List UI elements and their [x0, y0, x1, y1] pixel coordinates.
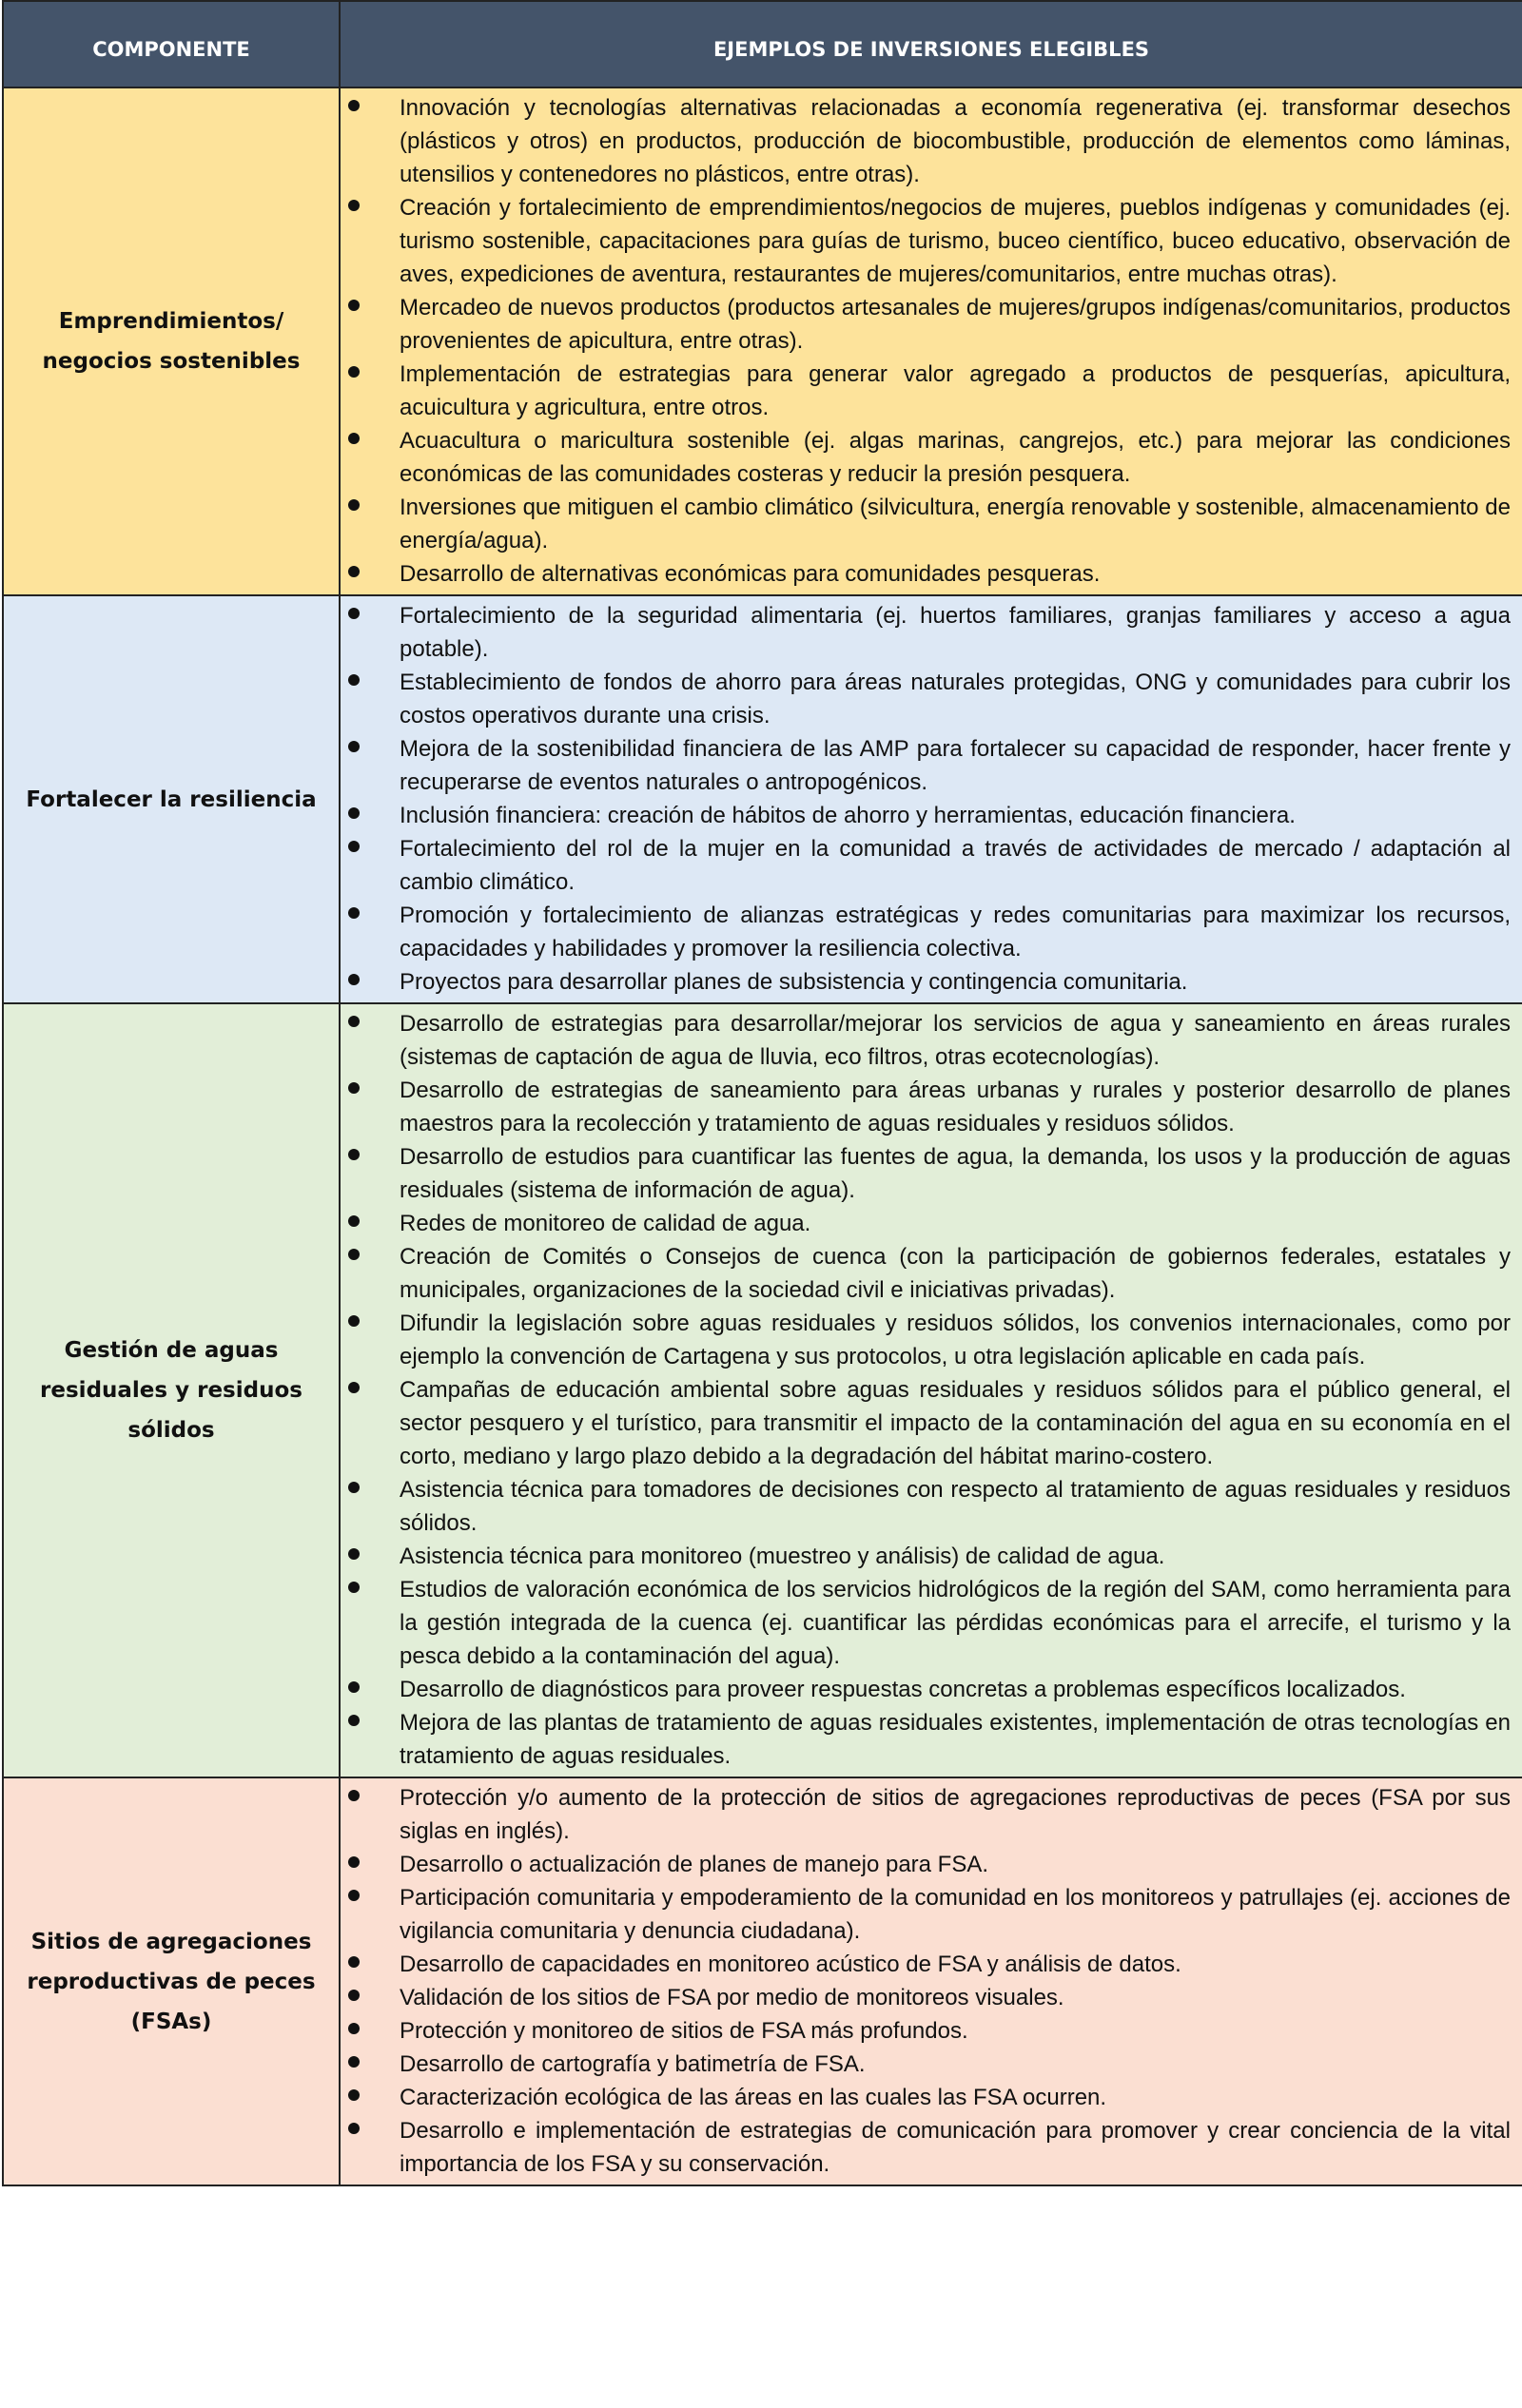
list-item-text: Promoción y fortalecimiento de alianzas estratégicas y redes comunitarias para maximizar los recursos, capacidades y habilidades y promover la resiliencia colectiva. — [400, 903, 1511, 961]
list-item-text: Mejora de la sostenibilidad financiera de las AMP para fortalecer su capacidad de responder, hacer frente y recuperarse de eventos naturales o antropogénicos. — [400, 736, 1511, 795]
list-item — [341, 1706, 1511, 1773]
bullet-icon — [348, 974, 360, 985]
examples-list — [341, 91, 1511, 591]
bullet-icon — [348, 674, 360, 686]
list-item-text: Redes de monitoreo de calidad de agua. — [400, 1211, 811, 1236]
component-label-line: negocios sostenibles — [42, 349, 301, 374]
list-item — [341, 666, 1511, 732]
examples-cell — [340, 595, 1522, 1003]
list-item-text: Proyectos para desarrollar planes de subsistencia y contingencia comunitaria. — [400, 969, 1188, 995]
bullet-icon — [348, 366, 360, 378]
component-cell — [3, 595, 340, 1003]
header-componente: COMPONENTE — [3, 1, 340, 87]
bullet-icon — [348, 433, 360, 444]
list-item-text: Validación de los sitios de FSA por medio de monitoreos visuales. — [400, 1985, 1064, 2010]
bullet-icon — [348, 1681, 360, 1693]
list-item-text: Mercadeo de nuevos productos (productos artesanales de mujeres/grupos indígenas/comunitarios, productos provenientes de apicultura, entre otras). — [400, 295, 1511, 354]
list-item-text: Creación de Comités o Consejos de cuenca (con la participación de gobiernos federales, estatales y municipales, organizaciones de la sociedad civil e iniciativas privadas). — [400, 1244, 1511, 1303]
list-item — [341, 1781, 1511, 1848]
list-item — [341, 1207, 1511, 1240]
list-item-text: Inclusión financiera: creación de hábitos de ahorro y herramientas, educación financiera. — [400, 803, 1296, 828]
list-item-text: Creación y fortalecimiento de emprendimientos/negocios de mujeres, pueblos indígenas y comunidades (ej. turismo sostenible, capacitaciones para guías de turismo, buceo científico, buceo educativo, observación de aves, expediciones de aventura, restaurantes de mujeres/comunitarios, entre muchas otras). — [400, 195, 1511, 287]
list-item — [341, 91, 1511, 191]
bullet-icon — [348, 1215, 360, 1227]
bullet-icon — [348, 499, 360, 511]
list-item-text: Desarrollo de diagnósticos para proveer respuestas concretas a problemas específicos localizados. — [400, 1677, 1406, 1702]
component-label-line: Emprendimientos/ — [58, 309, 284, 334]
list-item — [341, 2114, 1511, 2181]
list-item — [341, 1540, 1511, 1573]
list-item — [341, 899, 1511, 965]
component-label-line: Fortalecer la resiliencia — [26, 786, 317, 812]
examples-list — [341, 1781, 1511, 2181]
list-item — [341, 291, 1511, 358]
list-item — [341, 358, 1511, 424]
bullet-icon — [348, 608, 360, 619]
bullet-icon — [348, 741, 360, 752]
bullet-icon — [348, 1548, 360, 1560]
list-item-text: Desarrollo o actualización de planes de manejo para FSA. — [400, 1852, 989, 1877]
bullet-icon — [348, 1790, 360, 1801]
table-header — [3, 1, 1522, 87]
list-item-text: Desarrollo de alternativas económicas para comunidades pesqueras. — [400, 561, 1101, 587]
list-item-text: Desarrollo de estrategias para desarrollar/mejorar los servicios de agua y saneamiento en áreas rurales (sistemas de captación de agua de lluvia, eco filtros, otras ecotecnologías). — [400, 1011, 1511, 1070]
header-row — [3, 1, 1522, 87]
component-label-line: sólidos — [127, 1418, 215, 1443]
bullet-icon — [348, 200, 360, 211]
list-item-text: Estudios de valoración económica de los servicios hidrológicos de la región del SAM, como herramienta para la gestión integrada de la cuenca (ej. cuantificar las pérdidas económicas para el arrecife, el turismo y la pesca debido a la contaminación del agua). — [400, 1577, 1511, 1669]
bullet-icon — [348, 1082, 360, 1094]
list-item — [341, 1373, 1511, 1473]
list-item-text: Establecimiento de fondos de ahorro para áreas naturales protegidas, ONG y comunidades para cubrir los costos operativos durante una crisis. — [400, 670, 1511, 728]
row-emprendimientos — [3, 87, 1522, 595]
bullet-icon — [348, 2123, 360, 2134]
list-item — [341, 965, 1511, 999]
bullet-icon — [348, 1856, 360, 1868]
bullet-icon — [348, 2056, 360, 2068]
bullet-icon — [348, 1016, 360, 1027]
list-item — [341, 1981, 1511, 2014]
list-item-text: Protección y monitoreo de sitios de FSA más profundos. — [400, 2018, 968, 2044]
list-item — [341, 557, 1511, 591]
component-label-line: Gestión de aguas — [64, 1338, 279, 1363]
header-ejemplos: EJEMPLOS DE INVERSIONES ELEGIBLES — [340, 1, 1522, 87]
list-item-text: Implementación de estrategias para generar valor agregado a productos de pesquerías, apicultura, acuicultura y agricultura, entre otros. — [400, 361, 1511, 420]
bullet-icon — [348, 300, 360, 311]
list-item-text: Desarrollo de capacidades en monitoreo acústico de FSA y análisis de datos. — [400, 1952, 1181, 1977]
list-item-text: Participación comunitaria y empoderamiento de la comunidad en los monitoreos y patrullajes (ej. acciones de vigilancia comunitaria y denuncia ciudadana). — [400, 1885, 1511, 1944]
list-item-text: Asistencia técnica para tomadores de decisiones con respecto al tratamiento de aguas residuales y residuos sólidos. — [400, 1477, 1511, 1536]
list-item — [341, 1307, 1511, 1373]
list-item — [341, 599, 1511, 666]
component-cell — [3, 87, 340, 595]
table-body — [3, 87, 1522, 2185]
list-item-text: Innovación y tecnologías alternativas relacionadas a economía regenerativa (ej. transformar desechos (plásticos y otros) en productos, producción de biocombustible, producción de elementos como láminas, utensilios y contenedores no plásticos, entre otras). — [400, 95, 1511, 187]
bullet-icon — [348, 1890, 360, 1901]
row-aguas-residuales — [3, 1003, 1522, 1777]
list-item — [341, 1673, 1511, 1706]
examples-cell — [340, 1003, 1522, 1777]
bullet-icon — [348, 1249, 360, 1260]
list-item-text: Desarrollo de estrategias de saneamiento para áreas urbanas y rurales y posterior desarrollo de planes maestros para la recolección y tratamiento de aguas residuales y residuos sólidos. — [400, 1078, 1511, 1136]
list-item-text: Protección y/o aumento de la protección de sitios de agregaciones reproductivas de peces (FSA por sus siglas en inglés). — [400, 1785, 1511, 1844]
list-item — [341, 1007, 1511, 1074]
list-item — [341, 832, 1511, 899]
list-item — [341, 2081, 1511, 2114]
bullet-icon — [348, 1315, 360, 1327]
list-item — [341, 1140, 1511, 1207]
component-cell — [3, 1777, 340, 2185]
list-item-text: Inversiones que mitiguen el cambio climático (silvicultura, energía renovable y sostenible, almacenamiento de energía/agua). — [400, 495, 1511, 553]
bullet-icon — [348, 1582, 360, 1593]
list-item-text: Mejora de las plantas de tratamiento de aguas residuales existentes, implementación de otras tecnologías en tratamiento de aguas residuales. — [400, 1710, 1511, 1769]
list-item-text: Desarrollo de cartografía y batimetría de FSA. — [400, 2051, 866, 2077]
list-item-text: Difundir la legislación sobre aguas residuales y residuos sólidos, los convenios internacionales, como por ejemplo la convención de Cartagena y sus protocolos, u otra legislación aplicable en cada país. — [400, 1311, 1511, 1369]
list-item — [341, 2014, 1511, 2048]
list-item — [341, 191, 1511, 291]
bullet-icon — [348, 841, 360, 852]
list-item — [341, 1240, 1511, 1307]
bullet-icon — [348, 1715, 360, 1726]
list-item — [341, 1948, 1511, 1981]
bullet-icon — [348, 566, 360, 577]
bullet-icon — [348, 100, 360, 111]
component-label-line: reproductivas de peces — [27, 1969, 316, 1994]
bullet-icon — [348, 2023, 360, 2034]
component-label-line: Sitios de agregaciones — [30, 1929, 312, 1954]
bullet-icon — [348, 907, 360, 919]
list-item — [341, 491, 1511, 557]
examples-cell — [340, 87, 1522, 595]
examples-cell — [340, 1777, 1522, 2185]
list-item — [341, 1848, 1511, 1881]
list-item — [341, 1881, 1511, 1948]
list-item — [341, 1074, 1511, 1140]
bullet-icon — [348, 1149, 360, 1160]
examples-list — [341, 1007, 1511, 1773]
list-item-text: Fortalecimiento de la seguridad alimentaria (ej. huertos familiares, granjas familiares y acceso a agua potable). — [400, 603, 1511, 662]
list-item-text: Fortalecimiento del rol de la mujer en la comunidad a través de actividades de mercado / adaptación al cambio climático. — [400, 836, 1511, 895]
list-item-text: Acuacultura o maricultura sostenible (ej. algas marinas, cangrejos, etc.) para mejorar las condiciones económicas de las comunidades costeras y reducir la presión pesquera. — [400, 428, 1511, 487]
bullet-icon — [348, 1482, 360, 1493]
list-item-text: Asistencia técnica para monitoreo (muestreo y análisis) de calidad de agua. — [400, 1544, 1165, 1569]
component-cell — [3, 1003, 340, 1777]
list-item — [341, 799, 1511, 832]
bullet-icon — [348, 1956, 360, 1968]
bullet-icon — [348, 1382, 360, 1393]
list-item — [341, 732, 1511, 799]
row-resiliencia — [3, 595, 1522, 1003]
bullet-icon — [348, 807, 360, 819]
list-item — [341, 1473, 1511, 1540]
list-item — [341, 2048, 1511, 2081]
investments-table — [2, 0, 1522, 2186]
list-item-text: Desarrollo e implementación de estrategias de comunicación para promover y crear conciencia de la vital importancia de los FSA y su conservación. — [400, 2118, 1511, 2177]
examples-list — [341, 599, 1511, 999]
bullet-icon — [348, 1990, 360, 2001]
component-label-line: residuales y residuos — [40, 1378, 302, 1403]
list-item-text: Desarrollo de estudios para cuantificar las fuentes de agua, la demanda, los usos y la producción de aguas residuales (sistema de información de agua). — [400, 1144, 1511, 1203]
component-label-line: (FSAs) — [130, 2009, 212, 2034]
list-item-text: Campañas de educación ambiental sobre aguas residuales y residuos sólidos para el público general, el sector pesquero y el turístico, para transmitir el impacto de la contaminación del agua en su economía en el corto, mediano y largo plazo debido a la degradación del hábitat marino-costero. — [400, 1377, 1511, 1469]
list-item — [341, 424, 1511, 491]
row-fsa — [3, 1777, 1522, 2185]
list-item — [341, 1573, 1511, 1673]
bullet-icon — [348, 2089, 360, 2101]
list-item-text: Caracterización ecológica de las áreas en las cuales las FSA ocurren. — [400, 2085, 1107, 2110]
